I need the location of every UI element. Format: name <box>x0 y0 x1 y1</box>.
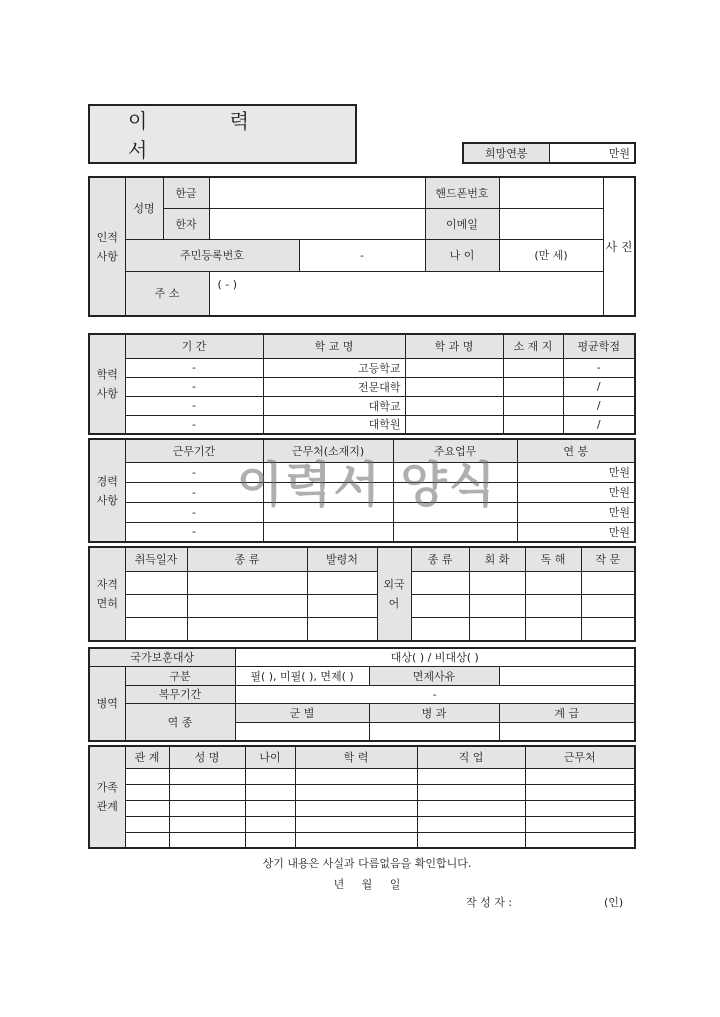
table-row <box>89 396 635 415</box>
lang-writing-cell[interactable] <box>581 594 635 617</box>
photo-box <box>603 177 635 316</box>
family-cell[interactable] <box>169 832 245 848</box>
branch-label: 역 종 <box>125 703 235 741</box>
table-row <box>89 832 635 848</box>
edu-school-cell[interactable]: 대학원 <box>263 415 405 434</box>
service-period-label: 복무기간 <box>125 685 235 703</box>
license-date-cell[interactable] <box>125 594 187 617</box>
address-field[interactable]: ( - ) <box>209 271 603 316</box>
edu-gpa-cell[interactable]: - <box>563 358 635 377</box>
family-header-age: 나이 <box>245 746 295 768</box>
career-period-cell[interactable]: - <box>125 522 263 542</box>
family-header-job: 직 업 <box>417 746 525 768</box>
family-cell[interactable] <box>245 768 295 784</box>
date-line: 년 월 일 <box>333 878 401 891</box>
rrn-field[interactable]: - <box>299 239 425 271</box>
language-section-label: 외국어 <box>377 547 411 641</box>
edu-major-cell[interactable] <box>405 358 503 377</box>
branch-header-rank: 계 급 <box>499 703 635 722</box>
phone-field[interactable] <box>499 177 603 208</box>
table-row <box>89 482 635 502</box>
age-field[interactable]: (만 세) <box>499 239 603 271</box>
phone-label: 핸드폰번호 <box>425 177 499 208</box>
career-company-cell[interactable] <box>263 502 393 522</box>
lang-speaking-cell[interactable] <box>469 618 525 641</box>
age-label: 나 이 <box>425 239 499 271</box>
career-period-cell[interactable]: - <box>125 502 263 522</box>
edu-location-cell[interactable] <box>503 377 563 396</box>
page-title: 이 력 서 <box>88 104 357 164</box>
edu-period-cell[interactable]: - <box>125 415 263 434</box>
family-header-workplace: 근무처 <box>525 746 635 768</box>
name-label: 성명 <box>125 177 163 239</box>
license-issuer-cell[interactable] <box>307 571 377 594</box>
desired-salary-label: 희망연봉 <box>463 143 549 163</box>
veteran-label: 국가보훈대상 <box>89 648 235 666</box>
edu-header-location: 소 재 지 <box>503 334 563 358</box>
family-cell[interactable] <box>525 832 635 848</box>
military-type-field[interactable]: 필( ), 미필( ), 면제( ) <box>235 666 369 685</box>
military-table <box>88 647 636 742</box>
family-cell[interactable] <box>417 832 525 848</box>
license-header-date: 취득일자 <box>125 547 187 571</box>
table-row <box>89 594 635 617</box>
family-cell[interactable] <box>169 784 245 800</box>
family-header-education: 학 력 <box>295 746 417 768</box>
family-cell[interactable] <box>295 800 417 816</box>
edu-gpa-cell[interactable]: / <box>563 377 635 396</box>
career-salary-cell[interactable]: 만원 <box>517 502 635 522</box>
family-cell[interactable] <box>525 768 635 784</box>
author-field[interactable] <box>530 894 600 908</box>
rrn-label: 주민등록번호 <box>125 239 299 271</box>
veteran-field[interactable]: 대상( ) / 비대상( ) <box>235 648 635 666</box>
lang-writing-cell[interactable] <box>581 618 635 641</box>
edu-period-cell[interactable]: - <box>125 396 263 415</box>
lang-header-speaking: 회 화 <box>469 547 525 571</box>
edu-school-cell[interactable]: 대학교 <box>263 396 405 415</box>
edu-major-cell[interactable] <box>405 415 503 434</box>
family-cell[interactable] <box>417 768 525 784</box>
edu-major-cell[interactable] <box>405 377 503 396</box>
license-date-cell[interactable] <box>125 571 187 594</box>
service-period-field[interactable]: - <box>235 685 635 703</box>
table-row <box>89 784 635 800</box>
seal-mark: (인) <box>604 896 624 909</box>
career-header-period: 근무기간 <box>125 439 263 462</box>
family-cell[interactable] <box>125 816 169 832</box>
lang-header-writing: 작 문 <box>581 547 635 571</box>
family-cell[interactable] <box>417 784 525 800</box>
career-company-cell[interactable] <box>263 482 393 502</box>
branch-rank-cell[interactable] <box>499 722 635 741</box>
family-cell[interactable] <box>295 832 417 848</box>
military-type-label: 구분 <box>125 666 235 685</box>
career-section-label: 경력사항 <box>89 439 125 542</box>
education-section-label: 학력사항 <box>89 334 125 434</box>
license-section-label: 자격면허 <box>89 547 125 641</box>
license-header-issuer: 발령처 <box>307 547 377 571</box>
career-header-company: 근무처(소재지) <box>263 439 393 462</box>
career-salary-cell[interactable]: 만원 <box>517 462 635 482</box>
career-duty-cell[interactable] <box>393 522 517 542</box>
family-header-relation: 관 계 <box>125 746 169 768</box>
table-row <box>89 816 635 832</box>
career-salary-cell[interactable]: 만원 <box>517 522 635 542</box>
family-cell[interactable] <box>169 800 245 816</box>
family-cell[interactable] <box>125 768 169 784</box>
family-cell[interactable] <box>295 768 417 784</box>
table-row <box>89 522 635 542</box>
military-section-label: 병역 <box>89 666 125 741</box>
career-salary-cell[interactable]: 만원 <box>517 482 635 502</box>
exempt-reason-field[interactable] <box>499 666 635 685</box>
career-period-cell[interactable]: - <box>125 462 263 482</box>
address-label: 주 소 <box>125 271 209 316</box>
desired-salary-field[interactable]: 만원 <box>549 143 635 163</box>
edu-location-cell[interactable] <box>503 415 563 434</box>
family-cell[interactable] <box>125 800 169 816</box>
hangul-label: 한글 <box>163 177 209 208</box>
edu-school-cell[interactable]: 전문대학 <box>263 377 405 396</box>
family-cell[interactable] <box>169 816 245 832</box>
table-row <box>89 571 635 594</box>
edu-school-cell[interactable]: 고등학교 <box>263 358 405 377</box>
table-row <box>89 502 635 522</box>
career-header-salary: 연 봉 <box>517 439 635 462</box>
family-cell[interactable] <box>125 832 169 848</box>
family-cell[interactable] <box>245 784 295 800</box>
lang-type-cell[interactable] <box>411 571 469 594</box>
edu-header-school: 학 교 명 <box>263 334 405 358</box>
table-row <box>89 415 635 434</box>
lang-reading-cell[interactable] <box>525 594 581 617</box>
edu-major-cell[interactable] <box>405 396 503 415</box>
license-date-cell[interactable] <box>125 618 187 641</box>
edu-header-major: 학 과 명 <box>405 334 503 358</box>
license-table <box>88 546 636 642</box>
branch-header-specialty: 병 과 <box>369 703 499 722</box>
email-label: 이메일 <box>425 208 499 239</box>
license-type-cell[interactable] <box>187 594 307 617</box>
edu-gpa-cell[interactable]: / <box>563 415 635 434</box>
family-table <box>88 745 636 849</box>
family-cell[interactable] <box>295 816 417 832</box>
hangul-name-field[interactable] <box>209 177 425 208</box>
family-header-name: 성 명 <box>169 746 245 768</box>
edu-period-cell[interactable]: - <box>125 358 263 377</box>
branch-service-cell[interactable] <box>235 722 369 741</box>
career-duty-cell[interactable] <box>393 502 517 522</box>
table-row <box>89 377 635 396</box>
branch-header-service: 군 별 <box>235 703 369 722</box>
license-type-cell[interactable] <box>187 571 307 594</box>
edu-header-gpa: 평균학점 <box>563 334 635 358</box>
career-duty-cell[interactable] <box>393 482 517 502</box>
edu-location-cell[interactable] <box>503 396 563 415</box>
photo-label: 사 진 <box>605 240 633 254</box>
lang-reading-cell[interactable] <box>525 571 581 594</box>
career-duty-cell[interactable] <box>393 462 517 482</box>
license-issuer-cell[interactable] <box>307 618 377 641</box>
author-label: 작 성 자 : <box>466 896 513 909</box>
career-table <box>88 438 636 543</box>
education-table <box>88 333 636 435</box>
license-issuer-cell[interactable] <box>307 594 377 617</box>
email-field[interactable] <box>499 208 603 239</box>
desired-salary-table <box>462 142 636 164</box>
exempt-reason-label: 면제사유 <box>369 666 499 685</box>
lang-header-type: 종 류 <box>411 547 469 571</box>
lang-writing-cell[interactable] <box>581 571 635 594</box>
hanja-name-field[interactable] <box>209 208 425 239</box>
table-row <box>89 768 635 784</box>
personal-section-label: 인적사항 <box>89 177 125 316</box>
family-cell[interactable] <box>245 816 295 832</box>
table-row <box>89 800 635 816</box>
family-cell[interactable] <box>417 800 525 816</box>
lang-speaking-cell[interactable] <box>469 594 525 617</box>
family-cell[interactable] <box>525 784 635 800</box>
family-cell[interactable] <box>169 768 245 784</box>
hanja-label: 한자 <box>163 208 209 239</box>
career-company-cell[interactable] <box>263 462 393 482</box>
family-cell[interactable] <box>525 800 635 816</box>
table-row <box>89 358 635 377</box>
confirm-statement: 상기 내용은 사실과 다름없음을 확인합니다. <box>262 857 472 870</box>
edu-gpa-cell[interactable]: / <box>563 396 635 415</box>
career-company-cell[interactable] <box>263 522 393 542</box>
family-section-label: 가족관계 <box>89 746 125 848</box>
license-header-type: 종 류 <box>187 547 307 571</box>
lang-type-cell[interactable] <box>411 618 469 641</box>
family-cell[interactable] <box>245 800 295 816</box>
family-cell[interactable] <box>125 784 169 800</box>
branch-specialty-cell[interactable] <box>369 722 499 741</box>
edu-header-period: 기 간 <box>125 334 263 358</box>
career-header-duty: 주요업무 <box>393 439 517 462</box>
family-cell[interactable] <box>417 816 525 832</box>
edu-period-cell[interactable]: - <box>125 377 263 396</box>
table-row <box>89 462 635 482</box>
edu-location-cell[interactable] <box>503 358 563 377</box>
family-cell[interactable] <box>245 832 295 848</box>
watermark-text: 이력서 양식 <box>236 457 498 513</box>
lang-header-reading: 독 해 <box>525 547 581 571</box>
license-type-cell[interactable] <box>187 618 307 641</box>
career-period-cell[interactable]: - <box>125 482 263 502</box>
family-cell[interactable] <box>295 784 417 800</box>
family-cell[interactable] <box>525 816 635 832</box>
lang-type-cell[interactable] <box>411 594 469 617</box>
personal-info-table <box>88 176 636 317</box>
lang-reading-cell[interactable] <box>525 618 581 641</box>
lang-speaking-cell[interactable] <box>469 571 525 594</box>
table-row <box>89 618 635 641</box>
